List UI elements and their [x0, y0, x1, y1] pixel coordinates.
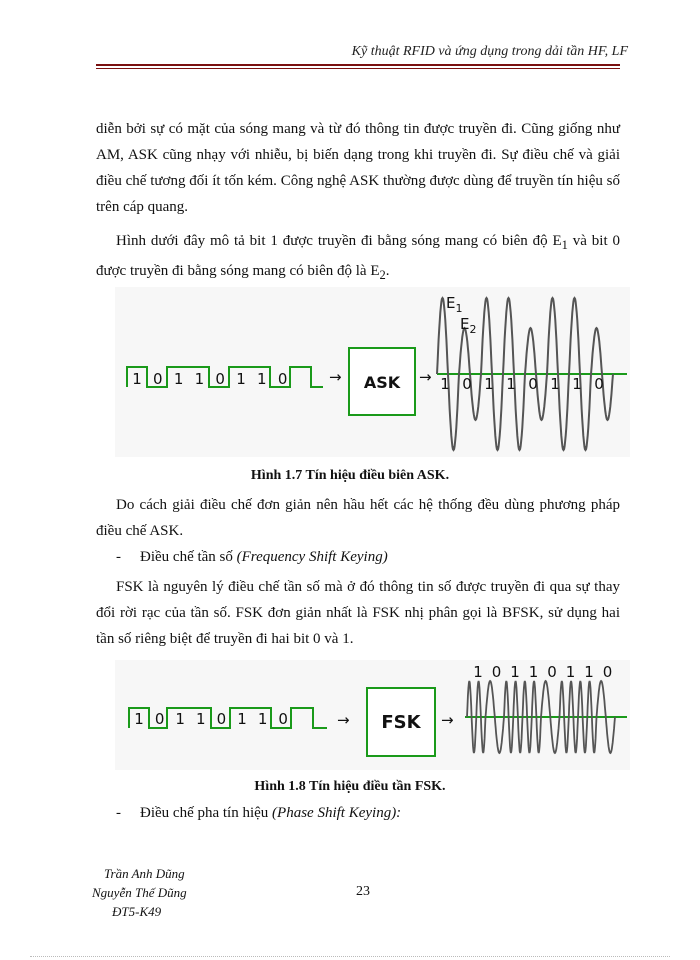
p2-subscript-1: 1 — [561, 238, 568, 252]
fsk-figure — [115, 660, 630, 770]
ask-e2-sub: 2 — [469, 323, 477, 336]
footer-authors — [92, 864, 187, 921]
fsk-output-bit-0: 1 — [473, 663, 483, 681]
p2-text-c: . — [385, 263, 390, 279]
bullet-fsk — [116, 549, 388, 566]
ask-input-bit-2: 1 — [173, 370, 184, 388]
ask-input-bit-7: 0 — [277, 370, 288, 388]
paragraph-ask-intro: diễn bởi sự có mặt của sóng mang và từ đó thông tin được truyền đi. Cũng giống như AM, ASK cũng nhạy với nhiễu, bị biến dạng trong khi truyền đi. Sự điều chế và giải điều chế tương đối ít tốn kém. Công nghệ ASK thường được dùng để truyền tín hiệu số trên cáp quang. — [96, 121, 620, 215]
fsk-input-bit-7: 0 — [278, 710, 288, 728]
footer-class: ĐT5-K49 — [112, 904, 162, 919]
fsk-output-bit-3: 1 — [528, 663, 539, 681]
fsk-output-bit-2: 1 — [510, 663, 520, 681]
bullet-fsk-text: Điều chế tần số — [140, 549, 237, 565]
page-bottom-border — [30, 956, 670, 957]
ask-e1-letter: E — [446, 294, 456, 312]
ask-input-bit-5: 1 — [236, 370, 246, 388]
figure-caption-ask: Hình 1.7 Tín hiệu điều biên ASK. — [250, 468, 450, 483]
ask-input-bit-0: 1 — [132, 370, 142, 388]
header-rule — [96, 64, 620, 66]
figure-caption-fsk: Hình 1.8 Tín hiệu điều tần FSK. — [254, 779, 446, 794]
fsk-output-bit-4: 0 — [547, 663, 557, 681]
fsk-input-bit-2: 1 — [175, 710, 185, 728]
fsk-arrow-out: → — [441, 711, 454, 729]
fsk-box-label: FSK — [381, 712, 421, 733]
page-number: 23 — [356, 884, 370, 899]
fsk-input-bit-3: 1 — [196, 710, 206, 728]
ask-arrow-out: → — [419, 368, 432, 386]
ask-box-label: ASK — [363, 373, 401, 392]
ask-input-bit-4: 0 — [215, 370, 225, 388]
ask-input-bit-6: 1 — [257, 370, 267, 388]
bullet-fsk-italic: (Frequency Shift Keying) — [236, 549, 388, 565]
ask-figure — [115, 287, 630, 457]
fsk-output-bit-7: 0 — [602, 663, 613, 681]
bullet-psk-text: Điều chế pha tín hiệu — [140, 805, 273, 821]
ask-input-bit-1: 0 — [153, 370, 163, 388]
ask-e2-letter: E — [460, 315, 470, 333]
ask-arrow-in: → — [329, 368, 342, 386]
paragraph-ask-figure-intro — [96, 228, 620, 288]
fsk-input-bit-6: 1 — [257, 710, 268, 728]
ask-output-bit-1: 0 — [462, 375, 472, 393]
ask-output-bit-7: 0 — [594, 375, 604, 393]
fsk-arrow-in: → — [337, 711, 350, 729]
footer-author-2: Nguyễn Thế Dũng — [92, 885, 187, 900]
fsk-output-bit-5: 1 — [565, 663, 576, 681]
p2-text-b: và bit 0 được truyền đi bằng sóng mang có biên độ là E — [96, 233, 620, 279]
ask-output-bit-5: 1 — [550, 375, 560, 393]
ask-output-bit-4: 0 — [528, 375, 538, 393]
bullet-dash: - — [116, 549, 121, 565]
ask-output-bit-0: 1 — [440, 375, 450, 393]
ask-input-bit-3: 1 — [194, 370, 205, 388]
ask-output-bit-3: 1 — [506, 375, 516, 393]
header-rule-thin — [96, 68, 620, 69]
fsk-input-bit-4: 0 — [216, 710, 227, 728]
ask-e1-sub: 1 — [455, 302, 463, 315]
ask-output-bit-6: 1 — [572, 375, 582, 393]
fsk-input-bit-5: 1 — [237, 710, 247, 728]
fsk-input-bit-0: 1 — [134, 710, 144, 728]
bullet-psk-italic: (Phase Shift Keying): — [272, 805, 402, 821]
fsk-output-bit-6: 1 — [584, 663, 594, 681]
bullet-psk — [116, 805, 401, 822]
p2-subscript-2: 2 — [379, 268, 386, 282]
bullet-dash: - — [116, 805, 121, 821]
paragraph-ask-usage: Do cách giải điều chế đơn giản nên hầu hết các hệ thống đều dùng phương pháp điều chế ASK. — [96, 497, 620, 539]
fsk-output-bit-1: 0 — [491, 663, 502, 681]
paragraph-fsk: FSK là nguyên lý điều chế tần số mà ở đó thông tin số được truyền đi qua sự thay đổi rời rạc của tần số. FSK đơn giản nhất là FSK nhị phân gọi là BFSK, sử dụng hai tần số riêng biệt để truyền đi hai bit 0 và 1. — [96, 579, 620, 647]
fsk-input-bit-1: 0 — [154, 710, 165, 728]
footer-author-1: Trần Anh Dũng — [104, 866, 185, 881]
p2-text-a: Hình dưới đây mô tả bit 1 được truyền đi bằng sóng mang có biên độ E — [116, 233, 562, 249]
ask-output-bit-2: 1 — [484, 375, 494, 393]
running-header: Kỹ thuật RFID và ứng dụng trong dải tần HF, LF — [351, 44, 628, 59]
